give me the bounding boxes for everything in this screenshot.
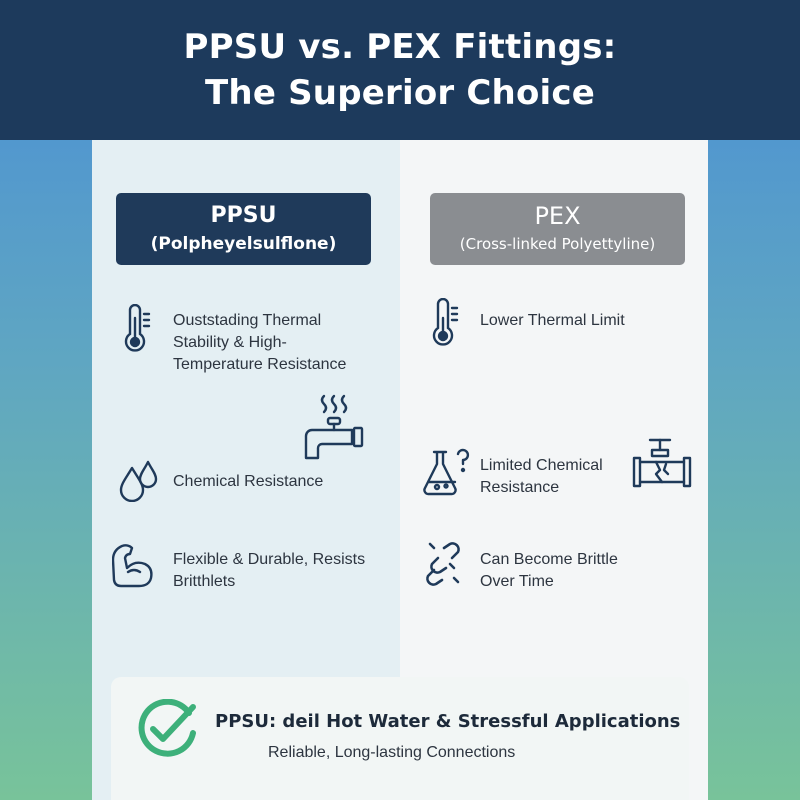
- broken-chain-icon: [424, 540, 464, 588]
- verdict-subtitle: Reliable, Long-lasting Connections: [268, 744, 516, 761]
- pex-feature-chemical-line-1: Limited Chemical: [480, 457, 603, 474]
- pex-feature-chemical: [480, 455, 640, 499]
- ppsu-feature-thermal-line-2: Stability & High-: [173, 334, 287, 351]
- ppsu-feature-thermal: [173, 310, 383, 376]
- pex-feature-thermal: [480, 310, 680, 332]
- ppsu-feature-durable-line-2: Britthlets: [173, 573, 236, 590]
- ppsu-feature-chemical: [173, 471, 383, 493]
- verdict-box: [111, 677, 689, 800]
- ppsu-feature-thermal-line-1: Ouststading Thermal: [173, 312, 322, 329]
- pex-feature-thermal-line-1: Lower Thermal Limit: [480, 312, 625, 329]
- droplets-icon: [118, 458, 160, 502]
- pex-feature-chemical-line-2: Resistance: [480, 479, 560, 496]
- ppsu-badge: [116, 193, 371, 265]
- thermometer-icon: [120, 304, 156, 356]
- pex-feature-brittle-line-1: Can Become Brittle: [480, 551, 618, 568]
- pex-badge: [430, 193, 685, 265]
- pex-name: PEX: [534, 202, 581, 230]
- cracked-pipe-valve-icon: [630, 434, 694, 494]
- pex-full-name: (Cross-linked Polyettyline): [459, 235, 656, 253]
- flask-question-icon: [420, 448, 472, 498]
- ppsu-feature-chemical-line-1: Chemical Resistance: [173, 473, 324, 490]
- ppsu-name: PPSU: [210, 203, 277, 228]
- ppsu-feature-thermal-line-3: Temperature Resistance: [173, 356, 347, 373]
- ppsu-feature-durable-line-1: Flexible & Durable, Resists: [173, 551, 366, 568]
- thermometer-icon: [428, 298, 464, 350]
- flexed-arm-icon: [112, 542, 156, 590]
- page-title-line-1: PPSU vs. PEX Fittings:: [183, 27, 617, 67]
- pex-feature-brittle-line-2: Over Time: [480, 573, 554, 590]
- pex-feature-brittle: [480, 549, 680, 593]
- ppsu-full-name: (Polpheyelsulflone): [150, 234, 337, 254]
- check-circle-icon: [137, 699, 203, 759]
- page-title-line-2: The Superior Choice: [205, 73, 595, 113]
- hot-water-faucet-icon: [298, 392, 370, 464]
- verdict-title: PPSU: deil Hot Water & Stressful Applications: [215, 711, 681, 732]
- header: [0, 0, 800, 140]
- ppsu-feature-durable: [173, 549, 393, 593]
